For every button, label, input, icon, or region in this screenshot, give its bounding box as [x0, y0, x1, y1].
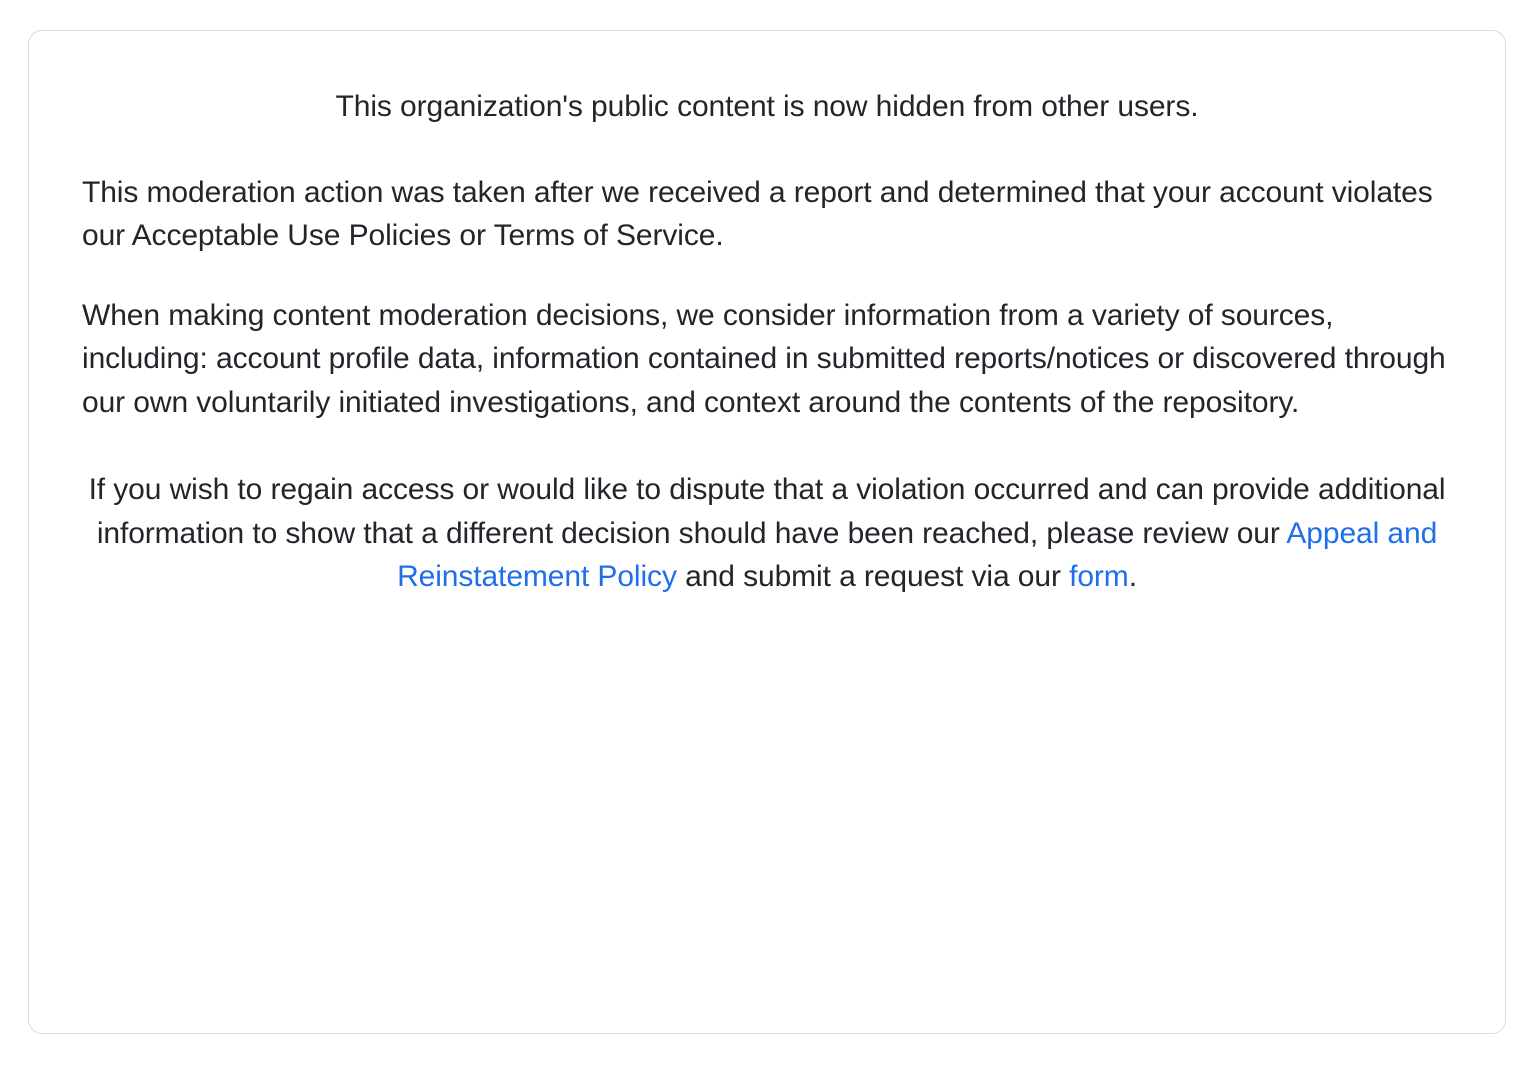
notice-closing-paragraph	[82, 468, 1452, 599]
moderation-notice-card	[28, 30, 1506, 1034]
notice-paragraph-1: This moderation action was taken after we received a report and determined that your account violates our Acceptable Use Policies or Terms of Service.	[82, 175, 1433, 252]
closing-text-between-links: and submit a request via our	[676, 560, 1070, 593]
notice-body	[82, 85, 1452, 599]
closing-text-before-link: If you wish to regain access or would like to dispute that a violation occurred and can provide additional information to show that a different decision should have been reached, please review our	[88, 473, 1446, 550]
form-link[interactable]: form	[1069, 560, 1129, 593]
appeal-and-reinstatement-policy-link[interactable]: Appeal and Reinstatement Policy	[397, 516, 1438, 593]
notice-headline: This organization's public content is now hidden from other users.	[335, 90, 1199, 123]
notice-paragraph-2: When making content moderation decisions, we consider information from a variety of sources, including: account profile data, information contained in submitted reports/notices or discovered through our own voluntarily initiated investigations, and context around the contents of the repository.	[82, 298, 1446, 419]
closing-text-after-link: .	[1128, 560, 1137, 593]
